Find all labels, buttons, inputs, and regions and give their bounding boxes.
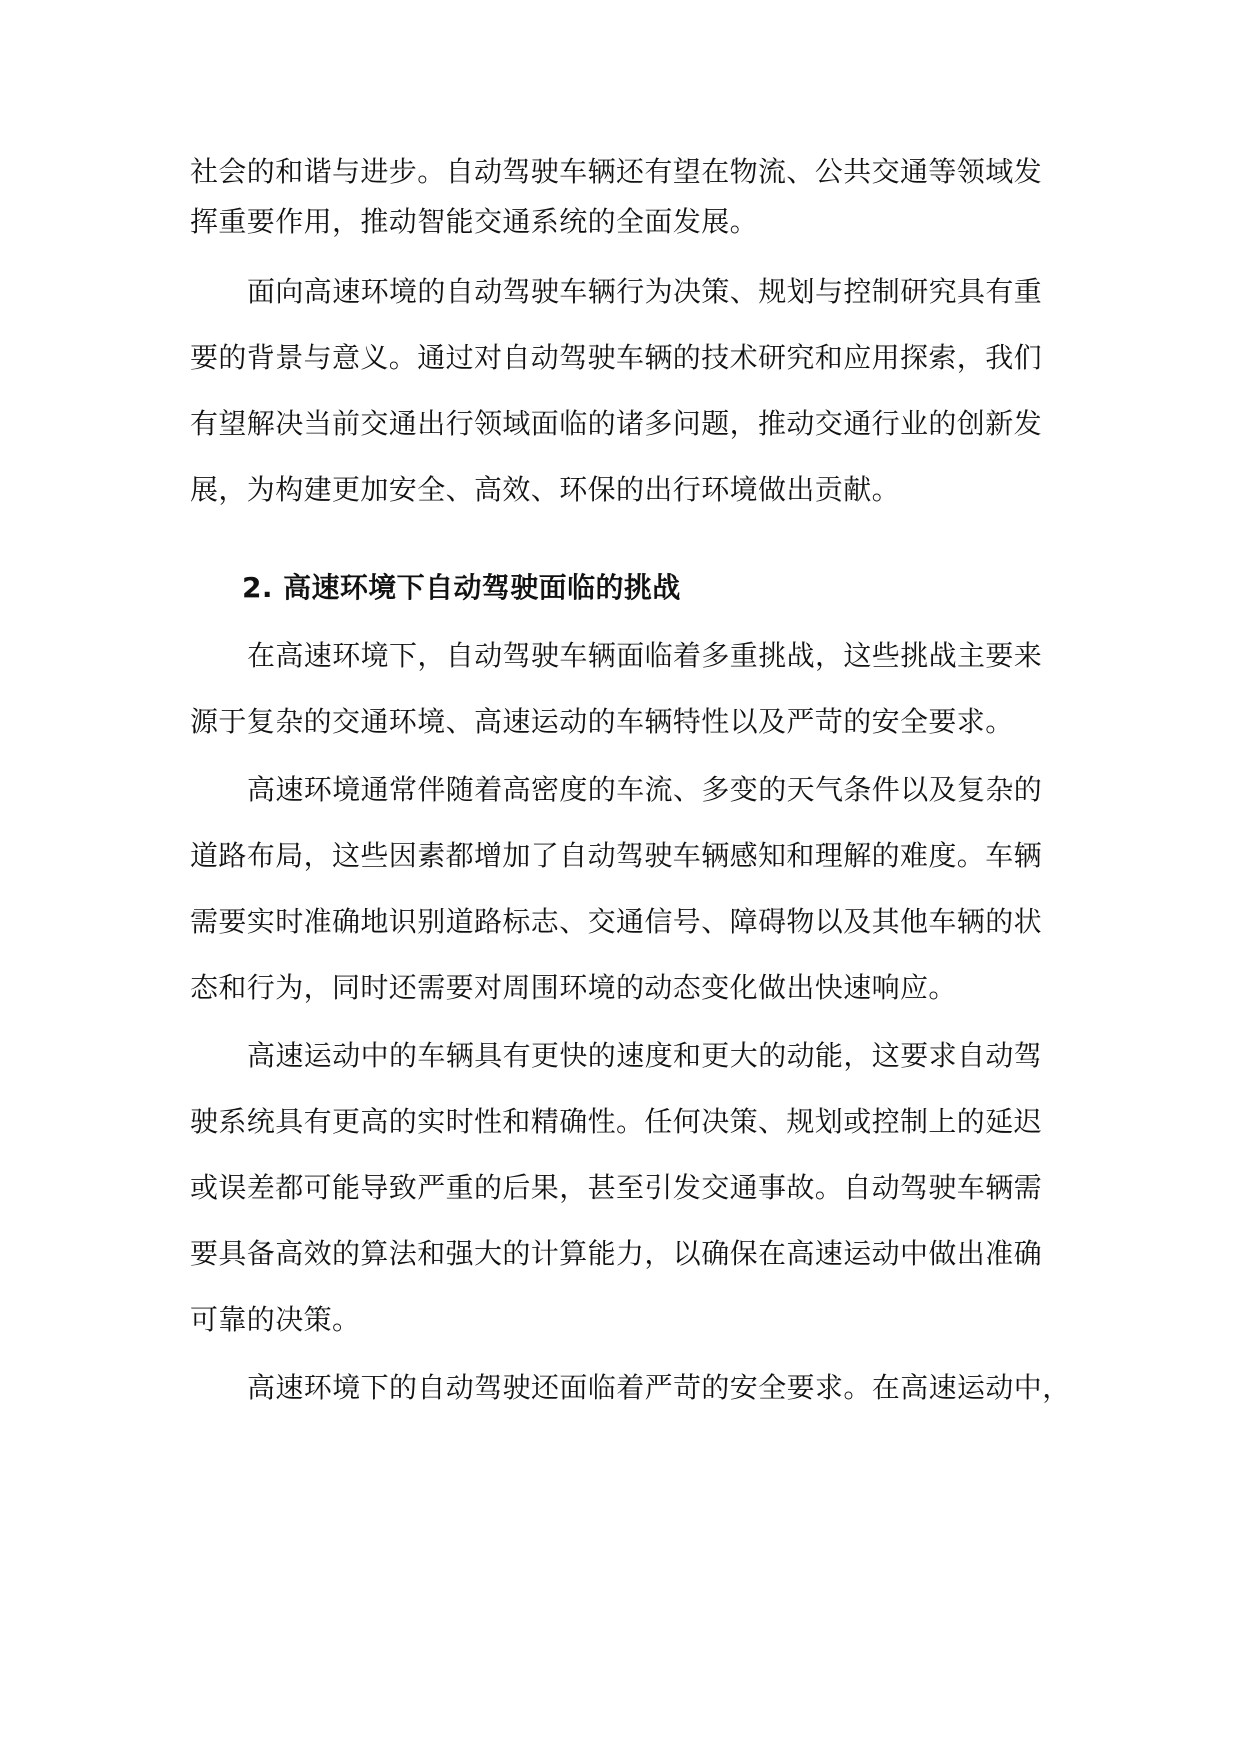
text-line: 面向高速环境的自动驾驶车辆行为决策、规划与控制研究具有重 xyxy=(247,275,1043,308)
text-line: 挥重要作用，推动智能交通系统的全面发展。 xyxy=(190,205,759,238)
text-line: 道路布局，这些因素都增加了自动驾驶车辆感知和理解的难度。车辆 xyxy=(190,839,1043,872)
text-line: 有望解决当前交通出行领域面临的诸多问题，推动交通行业的创新发 xyxy=(190,407,1043,440)
text-line: 源于复杂的交通环境、高速运动的车辆特性以及严苛的安全要求。 xyxy=(190,705,1014,738)
text-line: 或误差都可能导致严重的后果，甚至引发交通事故。自动驾驶车辆需 xyxy=(190,1171,1043,1204)
text-line: 需要实时准确地识别道路标志、交通信号、障碍物以及其他车辆的状 xyxy=(190,905,1043,938)
text-line: 要的背景与意义。通过对自动驾驶车辆的技术研究和应用探索，我们 xyxy=(190,341,1043,374)
text-line: 高速环境下的自动驾驶还面临着严苛的安全要求。在高速运动中， xyxy=(247,1371,1071,1404)
text-line: 展，为构建更加安全、高效、环保的出行环境做出贡献。 xyxy=(190,473,901,506)
text-line: 可靠的决策。 xyxy=(190,1303,361,1336)
text-line: 态和行为，同时还需要对周围环境的动态变化做出快速响应。 xyxy=(190,971,957,1004)
text-line: 要具备高效的算法和强大的计算能力，以确保在高速运动中做出准确 xyxy=(190,1237,1043,1270)
document-page xyxy=(190,0,1071,1754)
text-line: 高速运动中的车辆具有更快的速度和更大的动能，这要求自动驾 xyxy=(247,1039,1043,1072)
text-line: 在高速环境下，自动驾驶车辆面临着多重挑战，这些挑战主要来 xyxy=(247,639,1043,672)
text-line: 高速环境通常伴随着高密度的车流、多变的天气条件以及复杂的 xyxy=(247,773,1043,806)
text-line: 社会的和谐与进步。自动驾驶车辆还有望在物流、公共交通等领域发 xyxy=(190,155,1043,188)
section-heading: 2. 高速环境下自动驾驶面临的挑战 xyxy=(242,571,681,604)
text-line: 驶系统具有更高的实时性和精确性。任何决策、规划或控制上的延迟 xyxy=(190,1105,1043,1138)
